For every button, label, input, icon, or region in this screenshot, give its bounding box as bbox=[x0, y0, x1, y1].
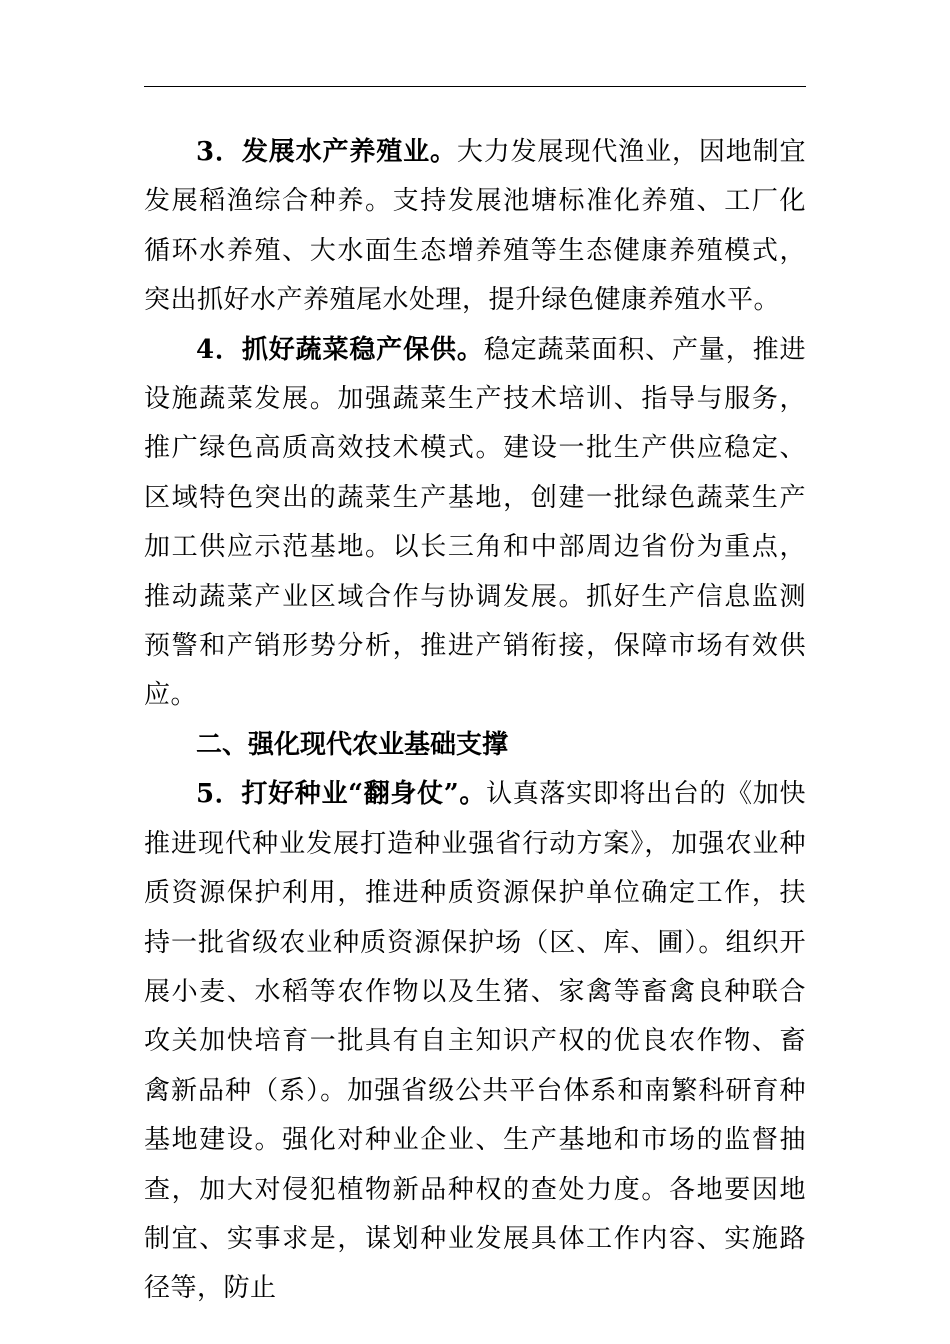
header-rule bbox=[144, 86, 806, 87]
paragraph-text: 认真落实即将出台的《加快推进现代种业发展打造种业强省行动方案》，加强农业种质资源保护利用，推进种质资源保护单位确定工作，扶持一批省级农业种质资源保护场（区、库、圃）。组织开展小麦、水稻等农作物以及生猪、家禽等畜禽良种联合攻关加快培育一批具有自主知识产权的优良农作物、畜禽新品种（系）。加强省级公共平台体系和南繁科研育种基地建设。强化对种业企业、生产基地和市场的监督抽查，加大对侵犯植物新品种权的查处力度。各地要因地制宜、实事求是，谋划种业发展具体工作内容、实施路径等，防止 bbox=[144, 779, 806, 1304]
paragraph-lead: 4．抓好蔬菜稳产保供。 bbox=[196, 334, 484, 365]
section-heading: 二、强化现代农业基础支撑 bbox=[196, 729, 509, 760]
paragraph-text: 大力发展现代渔业，因地制宜发展稻渔综合种养。支持发展池塘标准化养殖、工厂化循环水养殖、大水面生态增养殖等生态健康养殖模式，突出抓好水产养殖尾水处理，提升绿色健康养殖水平。 bbox=[144, 137, 806, 316]
paragraph-text: 稳定蔬菜面积、产量，推进设施蔬菜发展。加强蔬菜生产技术培训、指导与服务，推广绿色高质高效技术模式。建设一批生产供应稳定、区域特色突出的蔬菜生产基地，创建一批绿色蔬菜生产加工供应示范基地。以长三角和中部周边省份为重点，推动蔬菜产业区域合作与协调发展。抓好生产信息监测预警和产销形势分析，推进产销衔接，保障市场有效供应。 bbox=[144, 334, 806, 711]
paragraph-lead: 3．发展水产养殖业。 bbox=[196, 137, 457, 167]
paragraph-seed-industry bbox=[144, 770, 806, 1313]
paragraph-vegetables bbox=[144, 326, 806, 721]
document-body bbox=[144, 128, 806, 1314]
paragraph-aquaculture bbox=[144, 128, 806, 326]
paragraph-lead: 5．打好种业“翻身仗”。 bbox=[196, 779, 487, 810]
